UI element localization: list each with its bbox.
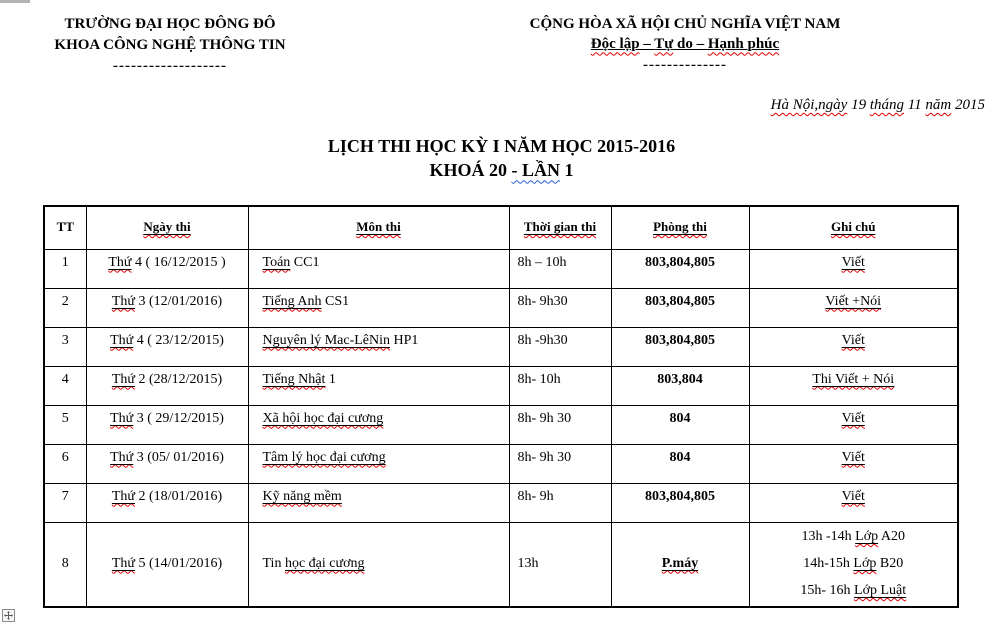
text-segment: Viết bbox=[841, 332, 865, 348]
cell-exam-date bbox=[86, 405, 248, 444]
cell-room bbox=[611, 327, 749, 366]
document-header bbox=[0, 0, 1003, 77]
column-header bbox=[749, 206, 958, 250]
text-segment: 803,804,805 bbox=[645, 254, 715, 270]
text-segment: Môn thi bbox=[356, 219, 401, 235]
text-segment: Nguyên lý Mac-LêNin bbox=[262, 332, 391, 348]
text-segment: 804 bbox=[669, 410, 691, 426]
note-line bbox=[751, 577, 957, 604]
text-segment: Kỹ năng mềm bbox=[262, 488, 342, 504]
title-segment: 1 bbox=[560, 160, 574, 181]
text-segment: Viết bbox=[841, 488, 865, 504]
note-line bbox=[751, 489, 957, 505]
date-segment: năm bbox=[925, 97, 952, 113]
cell-subject bbox=[248, 327, 509, 366]
text-segment: Phòng thi bbox=[653, 219, 707, 235]
cell-note bbox=[749, 483, 958, 522]
text-segment: Tiếng Anh bbox=[262, 293, 322, 309]
cell-exam-date bbox=[86, 366, 248, 405]
cell-note bbox=[749, 366, 958, 405]
title-segment: KHOÁ 20 bbox=[429, 160, 512, 181]
text-segment: P.máy bbox=[661, 555, 699, 571]
cell-tt: 6 bbox=[44, 444, 86, 483]
text-segment: 803,804,805 bbox=[645, 332, 715, 348]
cell-note bbox=[749, 249, 958, 288]
text-segment: Viết bbox=[841, 449, 865, 465]
cell-room bbox=[611, 522, 749, 607]
cell-time: 8h- 9h bbox=[509, 483, 611, 522]
text-segment: Thứ bbox=[111, 293, 136, 309]
cell-time: 8h – 10h bbox=[509, 249, 611, 288]
cell-subject bbox=[248, 366, 509, 405]
column-header bbox=[611, 206, 749, 250]
cell-tt: 1 bbox=[44, 249, 86, 288]
date-segment: 19 bbox=[847, 97, 870, 113]
cell-subject bbox=[248, 288, 509, 327]
text-segment: HP1 bbox=[390, 332, 419, 348]
cell-room bbox=[611, 249, 749, 288]
cell-room bbox=[611, 483, 749, 522]
text-segment: Viết +Nói bbox=[825, 293, 882, 309]
text-segment: Viết bbox=[841, 410, 865, 426]
text-segment: Tiếng Nhật bbox=[262, 371, 326, 387]
text-segment: 1 bbox=[325, 371, 336, 387]
table-row bbox=[44, 444, 958, 483]
note-line bbox=[751, 450, 957, 466]
text-segment: Tin bbox=[262, 555, 285, 571]
cell-time: 8h -9h30 bbox=[509, 327, 611, 366]
column-header bbox=[44, 206, 86, 250]
text-segment: 4 ( 23/12/2015) bbox=[133, 332, 224, 348]
table-row bbox=[44, 483, 958, 522]
department-name: KHOA CÔNG NGHỆ THÔNG TIN bbox=[54, 37, 286, 53]
text-segment: Viết bbox=[841, 254, 865, 270]
text-segment: Lớp bbox=[855, 529, 879, 545]
text-segment: Lớp Luật bbox=[854, 583, 907, 599]
text-segment: học đại cương bbox=[284, 555, 365, 571]
cell-tt: 3 bbox=[44, 327, 86, 366]
table-header-row bbox=[44, 206, 958, 250]
text-segment: 15h- 16h bbox=[800, 583, 855, 599]
document-title bbox=[0, 134, 1003, 183]
text-segment: 14h-15h bbox=[803, 556, 854, 572]
cell-room bbox=[611, 288, 749, 327]
note-line bbox=[751, 294, 957, 310]
text-segment: 13h -14h bbox=[801, 529, 856, 545]
text-segment: Thứ bbox=[110, 449, 134, 465]
national-block bbox=[445, 14, 925, 77]
organization-block bbox=[0, 14, 340, 77]
cell-tt: 8 bbox=[44, 522, 86, 607]
column-header bbox=[509, 206, 611, 250]
cell-tt: 2 bbox=[44, 288, 86, 327]
table-row bbox=[44, 288, 958, 327]
motto-segment: Tự bbox=[654, 36, 674, 53]
note-line bbox=[751, 333, 957, 349]
motto-segment: Hạnh phúc bbox=[707, 36, 780, 53]
text-segment: 803,804 bbox=[657, 371, 703, 387]
text-segment: 2 (18/01/2016) bbox=[135, 488, 223, 504]
text-segment: 803,804,805 bbox=[645, 488, 715, 504]
exam-schedule-table bbox=[43, 205, 959, 608]
text-segment: Thi Viết + Nói bbox=[812, 371, 895, 387]
text-segment: Thời gian thi bbox=[523, 219, 597, 235]
title-line-1: LỊCH THI HỌC KỲ I NĂM HỌC 2015-2016 bbox=[327, 136, 676, 156]
text-segment: Tâm lý học đại cương bbox=[262, 449, 386, 465]
national-motto bbox=[445, 34, 925, 54]
cell-note bbox=[749, 444, 958, 483]
cell-room bbox=[611, 444, 749, 483]
cell-time: 13h bbox=[509, 522, 611, 607]
date-line bbox=[0, 97, 1003, 114]
separator-right: -------------- bbox=[643, 56, 727, 73]
date-segment: 11 bbox=[904, 97, 926, 113]
national-header: CỘNG HÒA XÃ HỘI CHỦ NGHĨA VIỆT NAM bbox=[529, 16, 841, 32]
text-segment: Thứ bbox=[111, 371, 136, 387]
text-segment: 4 ( 16/12/2015 ) bbox=[131, 254, 226, 270]
cell-note bbox=[749, 522, 958, 607]
text-segment: Toán bbox=[262, 254, 291, 270]
separator-left: ------------------- bbox=[113, 58, 227, 74]
cell-subject bbox=[248, 444, 509, 483]
cell-room bbox=[611, 405, 749, 444]
text-segment: Xã hội học đại cương bbox=[262, 410, 384, 426]
note-line bbox=[751, 411, 957, 427]
university-name: TRƯỜNG ĐẠI HỌC ĐÔNG ĐÔ bbox=[64, 16, 276, 32]
table-row bbox=[44, 249, 958, 288]
cell-exam-date bbox=[86, 249, 248, 288]
cell-subject bbox=[248, 483, 509, 522]
note-line bbox=[751, 550, 957, 577]
cell-time: 8h- 9h30 bbox=[509, 288, 611, 327]
text-segment: 3 (05/ 01/2016) bbox=[133, 449, 224, 465]
table-row bbox=[44, 366, 958, 405]
cell-note bbox=[749, 405, 958, 444]
date-segment: tháng bbox=[869, 97, 905, 113]
note-line bbox=[751, 255, 957, 271]
cell-subject bbox=[248, 405, 509, 444]
cell-tt: 4 bbox=[44, 366, 86, 405]
table-row bbox=[44, 405, 958, 444]
cell-exam-date bbox=[86, 288, 248, 327]
note-line bbox=[751, 372, 957, 388]
text-segment: Ngày thi bbox=[143, 219, 191, 235]
cell-time: 8h- 10h bbox=[509, 366, 611, 405]
cell-time: 8h- 9h 30 bbox=[509, 444, 611, 483]
text-segment: 3 (12/01/2016) bbox=[135, 293, 223, 309]
cell-subject bbox=[248, 249, 509, 288]
cell-exam-date bbox=[86, 327, 248, 366]
column-header bbox=[86, 206, 248, 250]
date-segment: 2015 bbox=[951, 97, 985, 113]
title-segment-grammar-marked: - LẦN bbox=[511, 160, 560, 181]
motto-segment: – bbox=[639, 36, 655, 53]
text-segment: 2 (28/12/2015) bbox=[135, 371, 223, 387]
text-segment: CC1 bbox=[290, 254, 320, 270]
cell-subject bbox=[248, 522, 509, 607]
cell-note bbox=[749, 288, 958, 327]
text-segment: Lớp bbox=[853, 556, 877, 572]
text-segment: TT bbox=[56, 219, 74, 235]
motto-segment: do – bbox=[673, 36, 708, 53]
text-segment: Ghi chú bbox=[831, 219, 876, 235]
text-segment: A20 bbox=[878, 529, 905, 545]
text-segment: Thứ bbox=[110, 332, 134, 348]
title-line-2 bbox=[0, 158, 1003, 182]
table-row bbox=[44, 522, 958, 607]
date-segment: Hà Nội,ngày bbox=[770, 97, 848, 113]
cell-tt: 7 bbox=[44, 483, 86, 522]
text-segment: B20 bbox=[876, 556, 904, 572]
column-header bbox=[248, 206, 509, 250]
cell-tt: 5 bbox=[44, 405, 86, 444]
cell-exam-date bbox=[86, 522, 248, 607]
text-segment: Thứ bbox=[111, 488, 136, 504]
cell-time: 8h- 9h 30 bbox=[509, 405, 611, 444]
cell-exam-date bbox=[86, 444, 248, 483]
cell-note bbox=[749, 327, 958, 366]
window-edge-artifact bbox=[0, 0, 30, 3]
note-line bbox=[751, 523, 957, 550]
text-segment: 5 (14/01/2016) bbox=[135, 555, 223, 571]
text-segment: 803,804,805 bbox=[645, 293, 715, 309]
motto-segment: Độc lập bbox=[590, 36, 640, 53]
cell-room bbox=[611, 366, 749, 405]
text-segment: Thứ bbox=[108, 254, 132, 270]
text-segment: CS1 bbox=[321, 293, 350, 309]
text-segment: Thứ bbox=[110, 410, 134, 426]
text-segment: Thứ bbox=[111, 555, 136, 571]
table-move-handle-icon[interactable] bbox=[2, 609, 15, 622]
text-segment: 3 ( 29/12/2015) bbox=[133, 410, 224, 426]
table-row bbox=[44, 327, 958, 366]
cell-exam-date bbox=[86, 483, 248, 522]
text-segment: 804 bbox=[669, 449, 691, 465]
